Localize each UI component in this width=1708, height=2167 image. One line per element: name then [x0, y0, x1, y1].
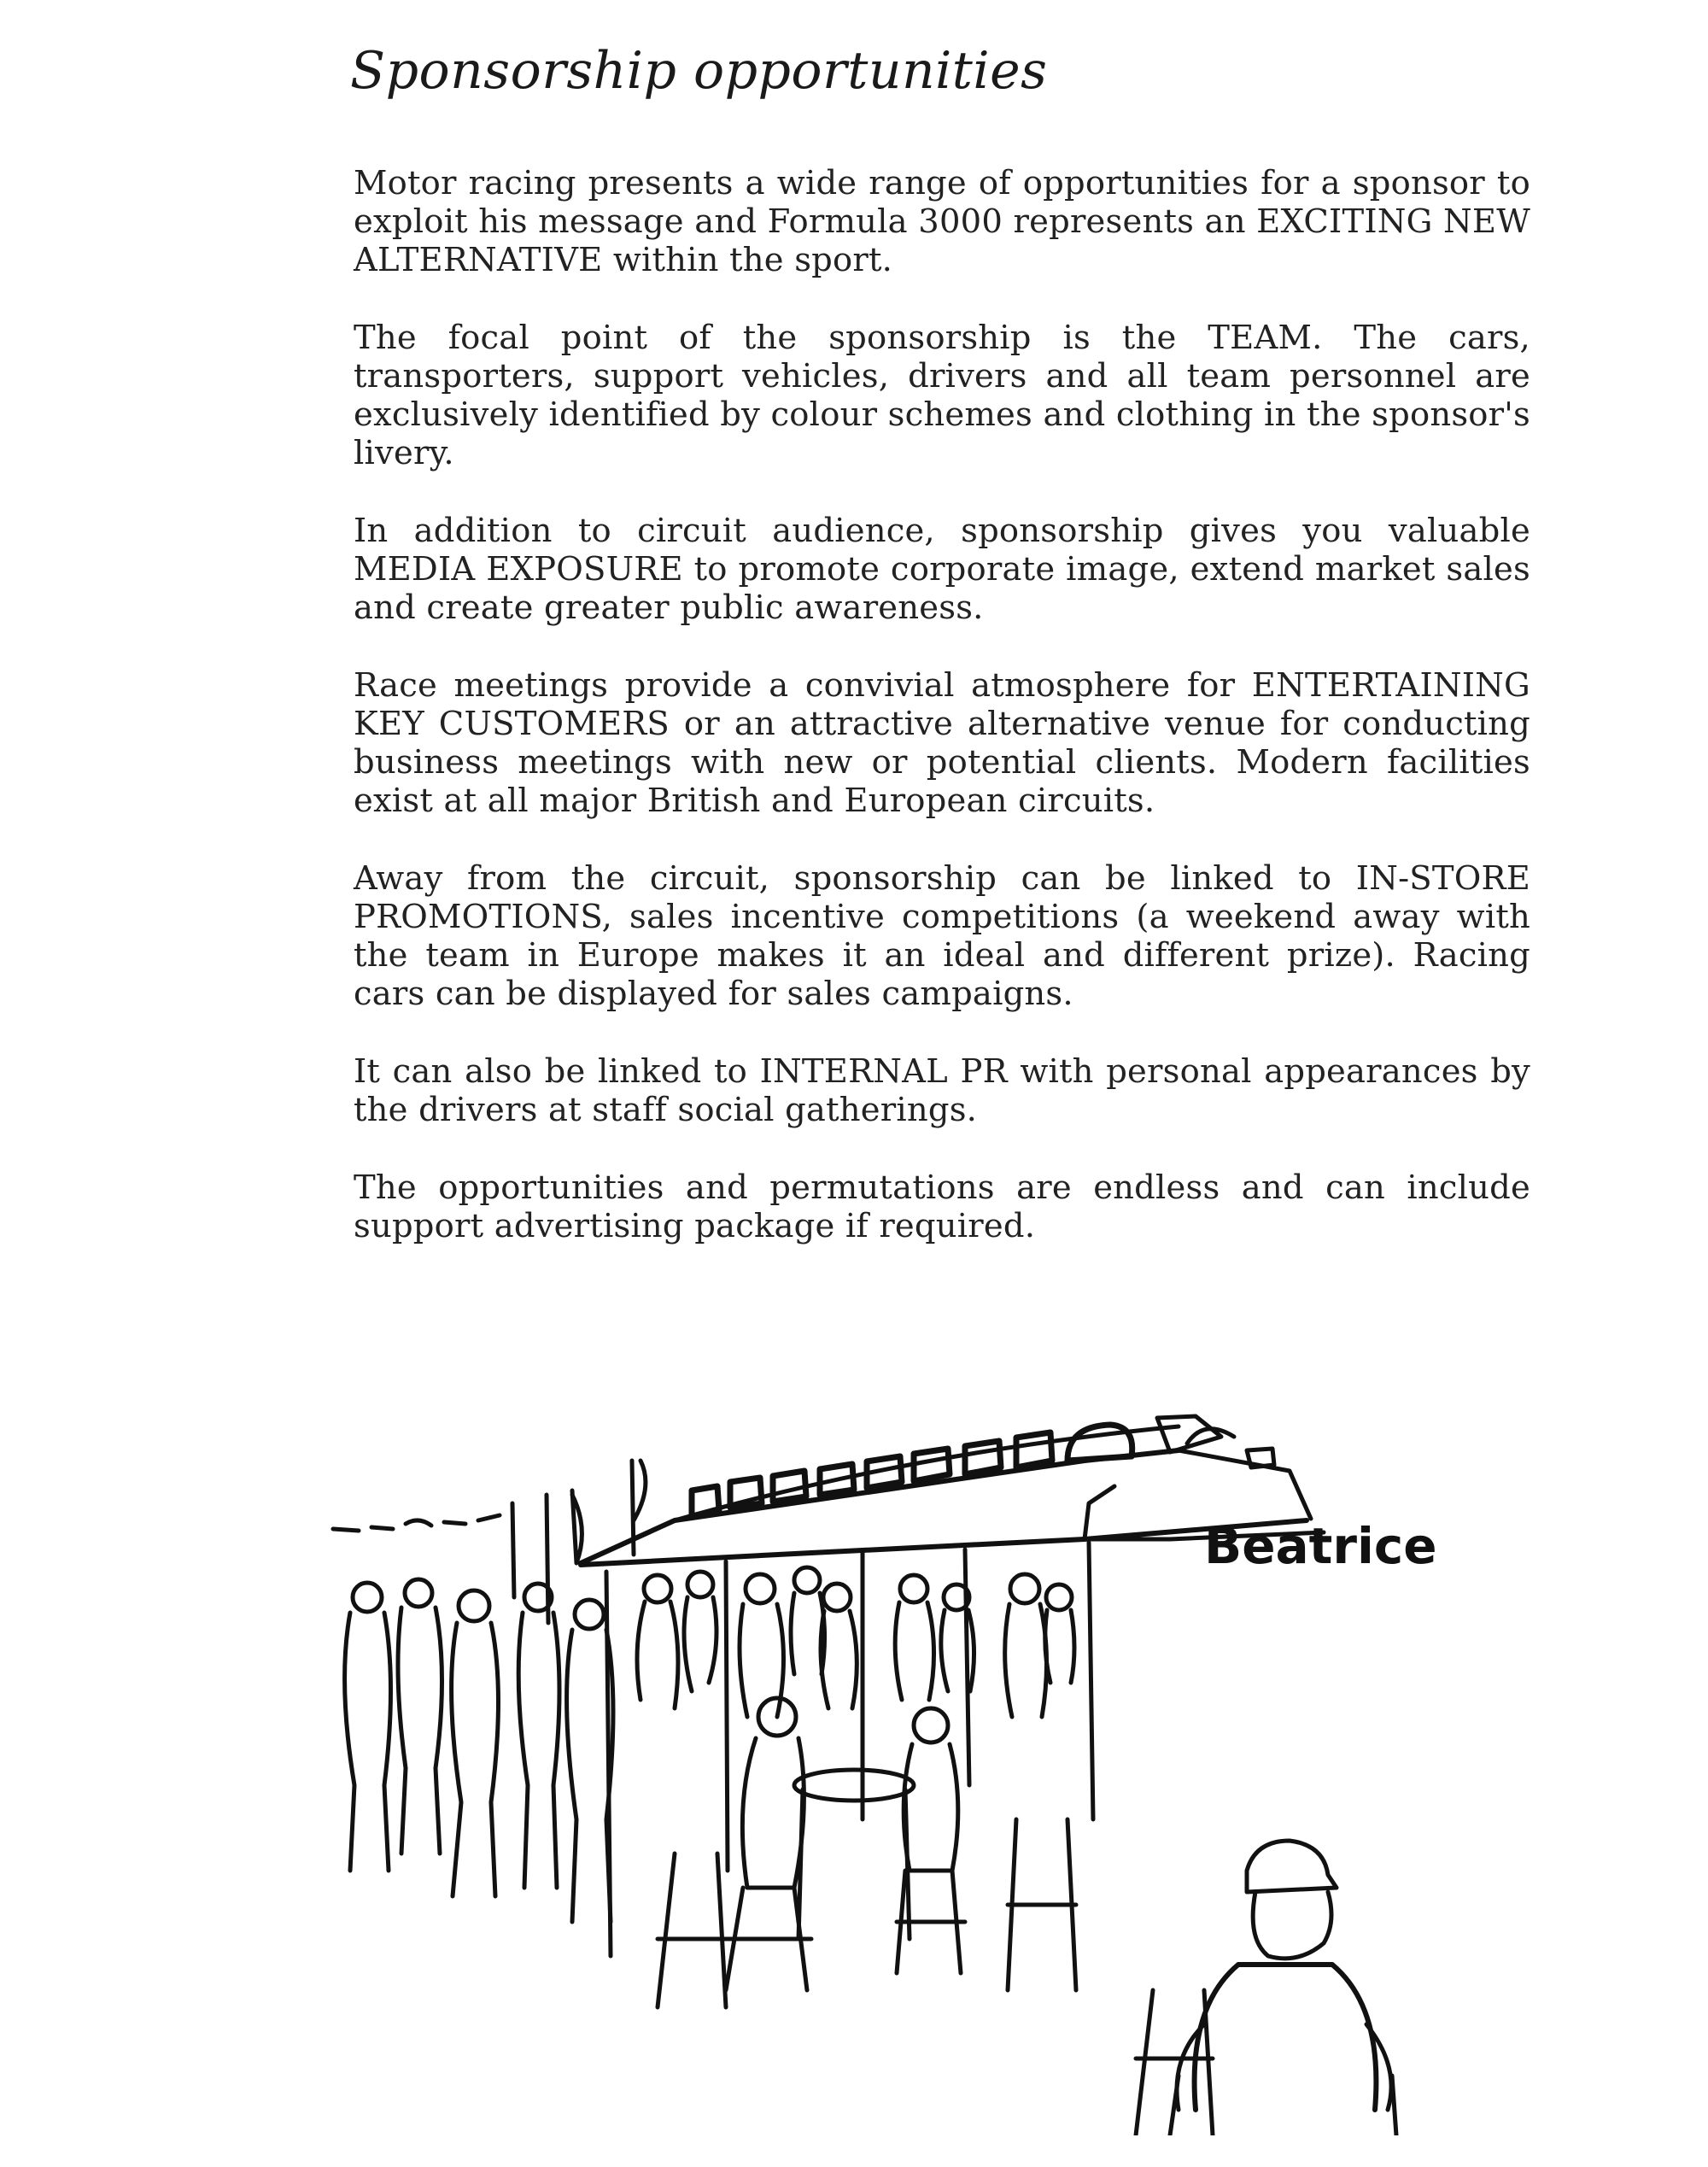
paragraph-conclusion: The opportunities and permutations are endless and can include support advertising package if required.	[354, 1168, 1530, 1245]
foreground-man	[1170, 1841, 1396, 2135]
tables-chairs	[658, 1698, 1076, 2007]
paragraph-entertaining: Race meetings provide a convivial atmosphere for ENTERTAINING KEY CUSTOMERS or an attractive alternative venue for conducting business meetings with new or potential clients. Modern facilities exist at all major British and European circuits.	[354, 666, 1530, 820]
beatrice-sign: Beatrice	[1204, 1517, 1437, 1575]
paragraph-promotions: Away from the circuit, sponsorship can be linked to IN-STORE PROMOTIONS, sales incentive competitions (a weekend away with the team in Europe makes it an ideal and different prize). Racing cars can be displayed for sales campaigns.	[354, 859, 1530, 1013]
paragraph-media: In addition to circuit audience, sponsorship gives you valuable MEDIA EXPOSURE to promote corporate image, extend market sales and create greater public awareness.	[354, 512, 1530, 627]
crowd-left	[345, 1579, 613, 1922]
awning-back	[1179, 1450, 1311, 1519]
crowd	[637, 1567, 1074, 1717]
paragraph-internal-pr: It can also be linked to INTERNAL PR with personal appearances by the drivers at staff social gatherings.	[354, 1052, 1530, 1129]
hospitality-sketch	[316, 1341, 1623, 2135]
page-title: Sponsorship opportunities	[350, 41, 1048, 101]
fence-line	[333, 1515, 500, 1531]
awning-front	[581, 1520, 1307, 1565]
paragraph-team: The focal point of the sponsorship is the TEAM. The cars, transporters, support vehicles, drivers and all team personnel are exclusively identified by colour schemes and clothing in the sponsor's livery.	[354, 319, 1530, 472]
trailer-cab	[1157, 1416, 1274, 1467]
body-text	[354, 164, 1530, 1285]
paragraph-intro: Motor racing presents a wide range of opportunities for a sponsor to exploit his message and Formula 3000 represents an EXCITING NEW ALTERNATIVE within the sport.	[354, 164, 1530, 279]
